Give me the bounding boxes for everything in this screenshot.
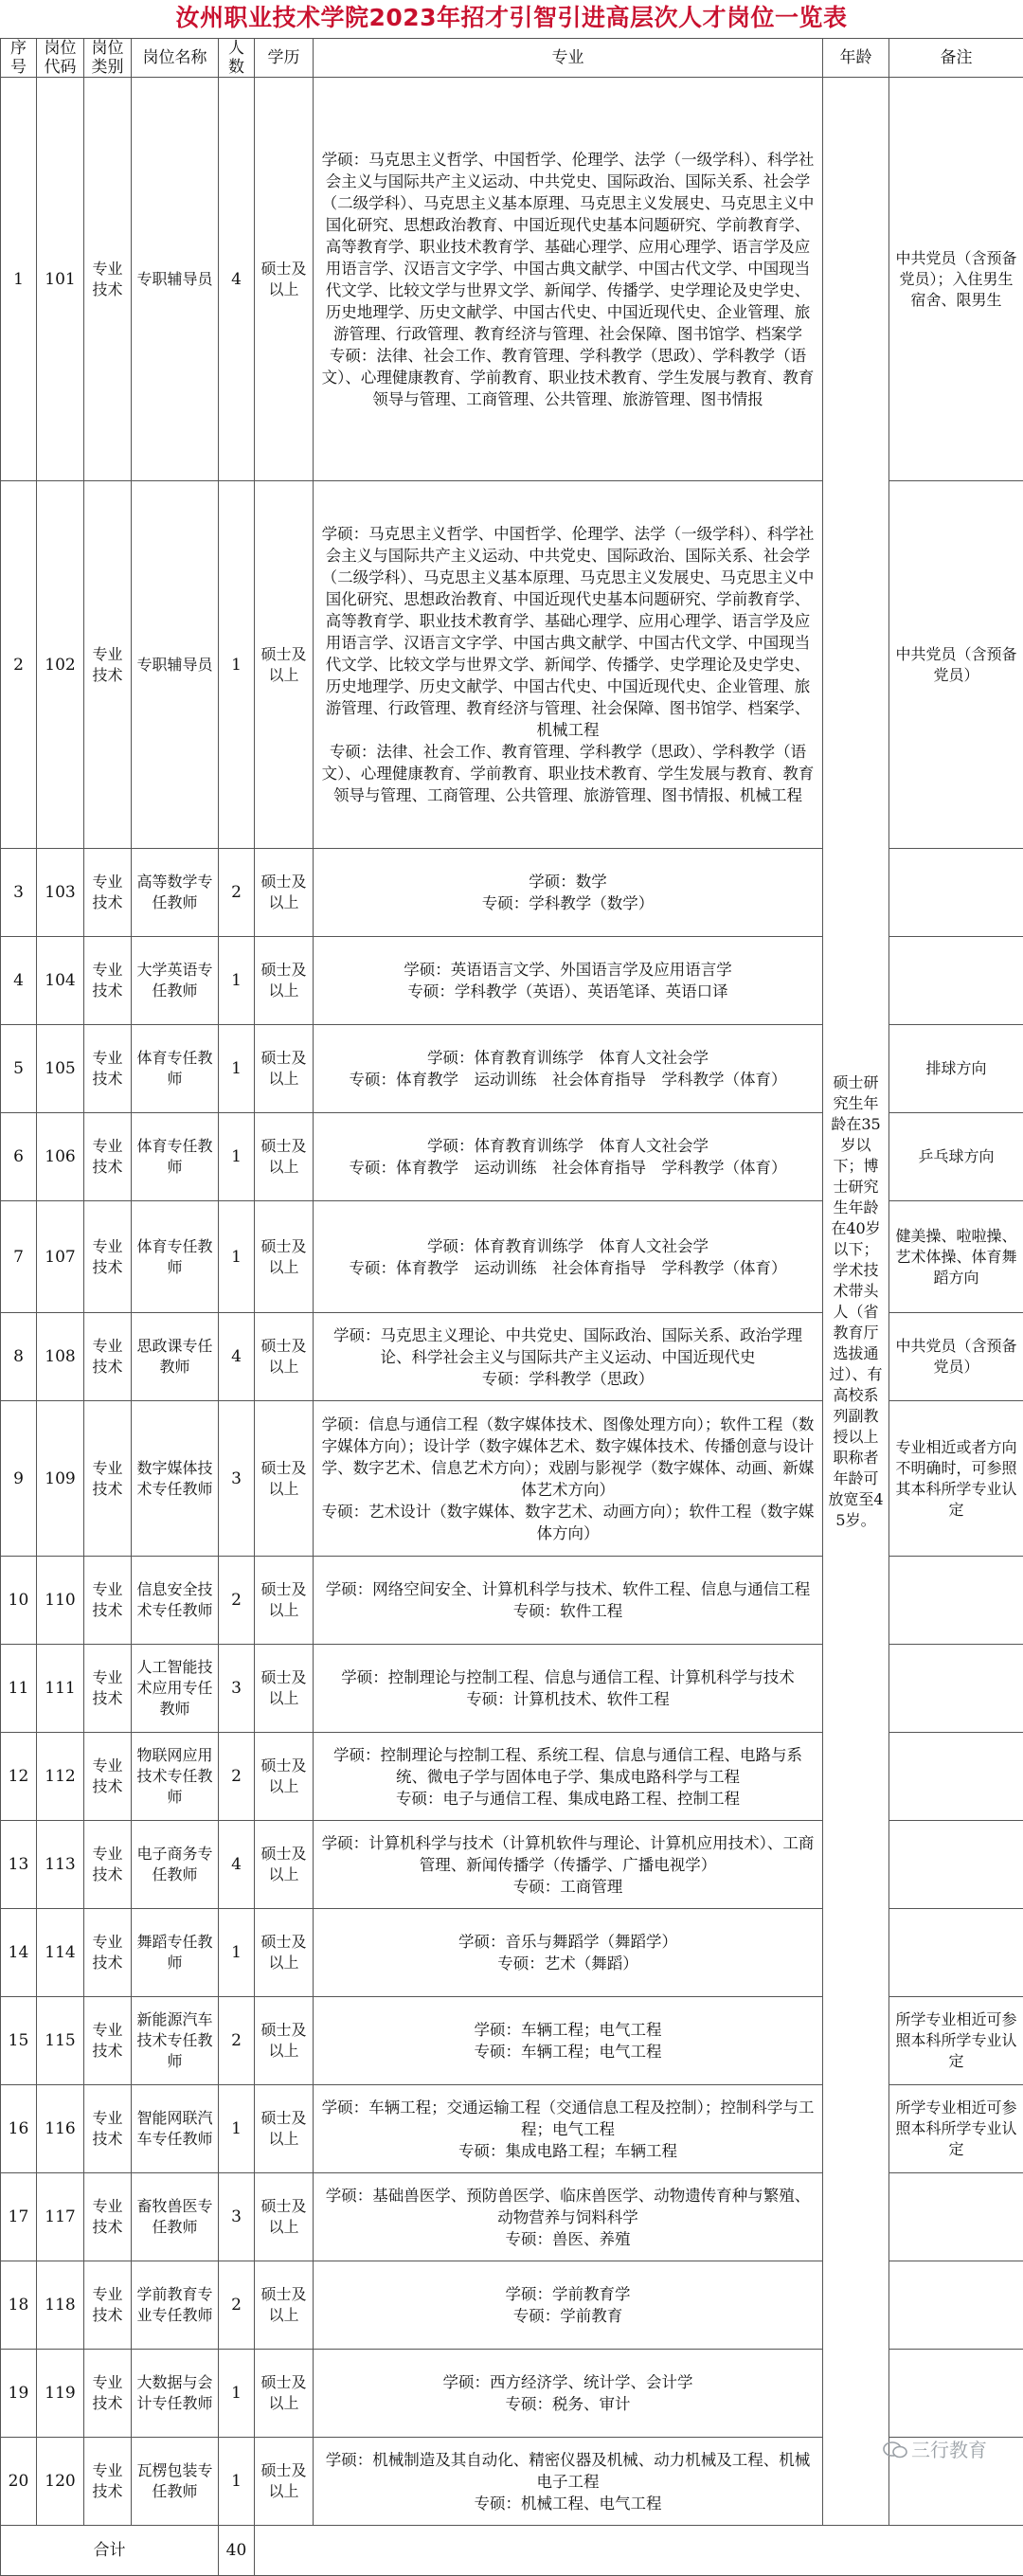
cell-count: 3 [219, 2173, 255, 2261]
cell-no: 9 [1, 1401, 37, 1557]
cell-major: 学硕：信息与通信工程（数字媒体技术、图像处理方向）；软件工程（数字媒体方向）；设计学（数字媒体艺术、数字媒体技术、传播创意与设计学、数字艺术、信息艺术方向）；戏剧与影视学（数字媒体、动画、新媒体艺术方向） 专硕：艺术设计（数字媒体、数字艺术、动画方向）；软件工程（数字媒体方向） [314, 1401, 823, 1557]
cell-no: 16 [1, 2085, 37, 2173]
cell-education: 硕士及以上 [255, 2438, 314, 2526]
cell-remark: 所学专业相近可参照本科所学专业认定 [889, 1997, 1023, 2085]
cell-category: 专业技术 [84, 1557, 132, 1645]
cell-education: 硕士及以上 [255, 481, 314, 849]
cell-name: 大数据与会计专任教师 [132, 2350, 219, 2438]
cell-code: 119 [37, 2350, 84, 2438]
cell-age: 硕士研究生年龄在35岁以下；博士研究生年龄在40岁以下；学术技术带头人（省教育厅选拔通过）、有高校系列副教授以上职称者年龄可放宽至45岁。 [823, 78, 889, 2526]
cell-code: 120 [37, 2438, 84, 2526]
cell-category: 专业技术 [84, 1201, 132, 1313]
cell-category: 专业技术 [84, 1733, 132, 1821]
cell-count: 4 [219, 1313, 255, 1401]
cell-education: 硕士及以上 [255, 849, 314, 937]
cell-code: 102 [37, 481, 84, 849]
cell-remark [889, 2261, 1023, 2350]
cell-education: 硕士及以上 [255, 1821, 314, 1909]
cell-code: 116 [37, 2085, 84, 2173]
cell-category: 专业技术 [84, 2350, 132, 2438]
cell-remark: 排球方向 [889, 1025, 1023, 1113]
positions-table [0, 38, 1023, 2576]
cell-major: 学硕：英语语言文学、外国语言学及应用语言学 专硕：学科教学（英语）、英语笔译、英语口译 [314, 937, 823, 1025]
watermark-text: 三行教育 [911, 2439, 987, 2461]
watermark [883, 2435, 987, 2462]
cell-no: 2 [1, 481, 37, 849]
cell-category: 专业技术 [84, 1313, 132, 1401]
cell-name: 畜牧兽医专任教师 [132, 2173, 219, 2261]
cell-category: 专业技术 [84, 1997, 132, 2085]
cell-code: 106 [37, 1113, 84, 1201]
cell-name: 高等数学专任教师 [132, 849, 219, 937]
cell-education: 硕士及以上 [255, 2261, 314, 2350]
cell-count: 1 [219, 1113, 255, 1201]
cell-name: 学前教育专业专任教师 [132, 2261, 219, 2350]
cell-count: 2 [219, 1997, 255, 2085]
cell-remark [889, 1821, 1023, 1909]
cell-education: 硕士及以上 [255, 2085, 314, 2173]
cell-remark [889, 1733, 1023, 1821]
cell-category: 专业技术 [84, 2261, 132, 2350]
cell-no: 7 [1, 1201, 37, 1313]
cell-major: 学硕：计算机科学与技术（计算机软件与理论、计算机应用技术）、工商管理、新闻传播学（传播学、广播电视学） 专硕：工商管理 [314, 1821, 823, 1909]
cell-count: 2 [219, 1733, 255, 1821]
cell-no: 8 [1, 1313, 37, 1401]
cell-count: 1 [219, 1201, 255, 1313]
cell-code: 108 [37, 1313, 84, 1401]
table-header-row [1, 39, 1023, 78]
cell-name: 物联网应用技术专任教师 [132, 1733, 219, 1821]
cell-remark [889, 849, 1023, 937]
cell-code: 111 [37, 1645, 84, 1733]
cell-education: 硕士及以上 [255, 2350, 314, 2438]
cell-no: 12 [1, 1733, 37, 1821]
header-no: 序号 [1, 39, 37, 78]
cell-no: 11 [1, 1645, 37, 1733]
cell-major: 学硕：车辆工程；交通运输工程（交通信息工程及控制）；控制科学与工程；电气工程 专硕：集成电路工程；车辆工程 [314, 2085, 823, 2173]
cell-count: 1 [219, 2085, 255, 2173]
cell-category: 专业技术 [84, 1645, 132, 1733]
header-education: 学历 [255, 39, 314, 78]
cell-count: 1 [219, 2438, 255, 2526]
cell-count: 2 [219, 849, 255, 937]
header-count: 人数 [219, 39, 255, 78]
cell-no: 13 [1, 1821, 37, 1909]
cell-category: 专业技术 [84, 1025, 132, 1113]
cell-remark: 中共党员（含预备党员） [889, 481, 1023, 849]
header-major: 专业 [314, 39, 823, 78]
cell-no: 4 [1, 937, 37, 1025]
cell-major: 学硕：基础兽医学、预防兽医学、临床兽医学、动物遗传育种与繁殖、动物营养与饲料科学 专硕：兽医、养殖 [314, 2173, 823, 2261]
cell-education: 硕士及以上 [255, 1733, 314, 1821]
cell-education: 硕士及以上 [255, 78, 314, 481]
cell-major: 学硕：车辆工程；电气工程 专硕：车辆工程；电气工程 [314, 1997, 823, 2085]
cell-remark [889, 2350, 1023, 2438]
cell-category: 专业技术 [84, 481, 132, 849]
cell-remark: 所学专业相近可参照本科所学专业认定 [889, 2085, 1023, 2173]
header-category: 岗位类别 [84, 39, 132, 78]
cell-major: 学硕：音乐与舞蹈学（舞蹈学） 专硕：艺术（舞蹈） [314, 1909, 823, 1997]
cell-count: 2 [219, 2261, 255, 2350]
cell-remark: 乒乓球方向 [889, 1113, 1023, 1201]
cell-remark [889, 1557, 1023, 1645]
cell-major: 学硕：体育教育训练学 体育人文社会学 专硕：体育教学 运动训练 社会体育指导 学科教学（体育） [314, 1113, 823, 1201]
cell-category: 专业技术 [84, 1909, 132, 1997]
total-row [1, 2526, 1023, 2576]
cell-name: 专职辅导员 [132, 78, 219, 481]
cell-no: 3 [1, 849, 37, 937]
cell-remark: 中共党员（含预备党员）；入住男生宿舍、限男生 [889, 78, 1023, 481]
cell-name: 体育专任教师 [132, 1025, 219, 1113]
cell-major: 学硕：体育教育训练学 体育人文社会学 专硕：体育教学 运动训练 社会体育指导 学科教学（体育） [314, 1025, 823, 1113]
cell-category: 专业技术 [84, 1113, 132, 1201]
cell-remark: 专业相近或者方向不明确时，可参照其本科所学专业认定 [889, 1401, 1023, 1557]
table-row [1, 78, 1023, 481]
cell-major: 学硕：机械制造及其自动化、精密仪器及机械、动力机械及工程、机械电子工程 专硕：机械工程、电气工程 [314, 2438, 823, 2526]
cell-code: 109 [37, 1401, 84, 1557]
cell-count: 4 [219, 1821, 255, 1909]
total-count: 40 [219, 2526, 255, 2576]
cell-name: 思政课专任教师 [132, 1313, 219, 1401]
cell-code: 110 [37, 1557, 84, 1645]
cell-name: 专职辅导员 [132, 481, 219, 849]
cell-education: 硕士及以上 [255, 1401, 314, 1557]
cell-no: 20 [1, 2438, 37, 2526]
cell-count: 4 [219, 78, 255, 481]
cell-name: 体育专任教师 [132, 1201, 219, 1313]
page-title: 汝州职业技术学院2023年招才引智引进高层次人才岗位一览表 [0, 0, 1023, 36]
cell-major: 学硕：控制理论与控制工程、信息与通信工程、计算机科学与技术 专硕：计算机技术、软件工程 [314, 1645, 823, 1733]
cell-name: 信息安全技术专任教师 [132, 1557, 219, 1645]
cell-major: 学硕：学前教育学 专硕：学前教育 [314, 2261, 823, 2350]
cell-education: 硕士及以上 [255, 937, 314, 1025]
cell-count: 3 [219, 1645, 255, 1733]
cell-education: 硕士及以上 [255, 1909, 314, 1997]
cell-name: 新能源汽车技术专任教师 [132, 1997, 219, 2085]
cell-code: 115 [37, 1997, 84, 2085]
cell-major: 学硕：西方经济学、统计学、会计学 专硕：税务、审计 [314, 2350, 823, 2438]
cell-education: 硕士及以上 [255, 1313, 314, 1401]
cell-category: 专业技术 [84, 78, 132, 481]
cell-remark: 健美操、啦啦操、艺术体操、体育舞蹈方向 [889, 1201, 1023, 1313]
cell-no: 18 [1, 2261, 37, 2350]
cell-category: 专业技术 [84, 2085, 132, 2173]
header-code: 岗位代码 [37, 39, 84, 78]
cell-count: 1 [219, 481, 255, 849]
cell-category: 专业技术 [84, 2173, 132, 2261]
cell-remark: 中共党员（含预备党员） [889, 1313, 1023, 1401]
cell-code: 107 [37, 1201, 84, 1313]
cell-code: 118 [37, 2261, 84, 2350]
total-blank [255, 2526, 1023, 2576]
cell-count: 1 [219, 937, 255, 1025]
cell-code: 112 [37, 1733, 84, 1821]
cell-remark [889, 1645, 1023, 1733]
cell-count: 1 [219, 1025, 255, 1113]
cell-education: 硕士及以上 [255, 1997, 314, 2085]
cell-category: 专业技术 [84, 849, 132, 937]
cell-count: 2 [219, 1557, 255, 1645]
cell-major: 学硕：数学 专硕：学科教学（数学） [314, 849, 823, 937]
cell-category: 专业技术 [84, 1401, 132, 1557]
cell-no: 14 [1, 1909, 37, 1997]
cell-count: 3 [219, 1401, 255, 1557]
chat-bubble-icon [883, 2441, 907, 2459]
cell-code: 113 [37, 1821, 84, 1909]
cell-name: 瓦楞包装专任教师 [132, 2438, 219, 2526]
cell-no: 10 [1, 1557, 37, 1645]
cell-count: 1 [219, 1909, 255, 1997]
cell-no: 5 [1, 1025, 37, 1113]
cell-code: 114 [37, 1909, 84, 1997]
cell-category: 专业技术 [84, 2438, 132, 2526]
cell-no: 6 [1, 1113, 37, 1201]
cell-major: 学硕：马克思主义理论、中共党史、国际政治、国际关系、政治学理论、科学社会主义与国际共产主义运动、中国近现代史 专硕：学科教学（思政） [314, 1313, 823, 1401]
cell-education: 硕士及以上 [255, 2173, 314, 2261]
header-name: 岗位名称 [132, 39, 219, 78]
cell-code: 103 [37, 849, 84, 937]
cell-count: 1 [219, 2350, 255, 2438]
cell-major: 学硕：控制理论与控制工程、系统工程、信息与通信工程、电路与系统、微电子学与固体电子学、集成电路科学与工程 专硕：电子与通信工程、集成电路工程、控制工程 [314, 1733, 823, 1821]
cell-no: 15 [1, 1997, 37, 2085]
cell-education: 硕士及以上 [255, 1557, 314, 1645]
cell-name: 体育专任教师 [132, 1113, 219, 1201]
cell-code: 105 [37, 1025, 84, 1113]
header-age: 年龄 [823, 39, 889, 78]
cell-name: 智能网联汽车专任教师 [132, 2085, 219, 2173]
cell-name: 舞蹈专任教师 [132, 1909, 219, 1997]
cell-no: 19 [1, 2350, 37, 2438]
cell-name: 电子商务专任教师 [132, 1821, 219, 1909]
total-label: 合计 [1, 2526, 219, 2576]
cell-major: 学硕：马克思主义哲学、中国哲学、伦理学、法学（一级学科）、科学社会主义与国际共产主义运动、中共党史、国际政治、国际关系、社会学（二级学科）、马克思主义基本原理、马克思主义发展史、马克思主义中国化研究、思想政治教育、中国近现代史基本问题研究、学前教育学、高等教育学、职业技术教育学、基础心理学、应用心理学、语言学及应用语言学、汉语言文字学、中国古典文献学、中国古代文学、中国现当代文学、比较文学与世界文学、新闻学、传播学、史学理论及史学史、历史地理学、历史文献学、中国古代史、中国近现代史、企业管理、旅游管理、行政管理、教育经济与管理、社会保障、图书馆学、档案学、机械工程 专硕：法律、社会工作、教育管理、学科教学（思政）、学科教学（语文）、心理健康教育、学前教育、职业技术教育、学生发展与教育、教育领导与管理、工商管理、公共管理、旅游管理、图书情报、机械工程 [314, 481, 823, 849]
cell-remark [889, 1909, 1023, 1997]
header-remark: 备注 [889, 39, 1023, 78]
cell-code: 104 [37, 937, 84, 1025]
cell-code: 117 [37, 2173, 84, 2261]
cell-no: 17 [1, 2173, 37, 2261]
cell-code: 101 [37, 78, 84, 481]
cell-education: 硕士及以上 [255, 1025, 314, 1113]
cell-education: 硕士及以上 [255, 1201, 314, 1313]
cell-education: 硕士及以上 [255, 1645, 314, 1733]
cell-category: 专业技术 [84, 1821, 132, 1909]
cell-education: 硕士及以上 [255, 1113, 314, 1201]
cell-no: 1 [1, 78, 37, 481]
cell-name: 数字媒体技术专任教师 [132, 1401, 219, 1557]
cell-major: 学硕：体育教育训练学 体育人文社会学 专硕：体育教学 运动训练 社会体育指导 学科教学（体育） [314, 1201, 823, 1313]
cell-remark [889, 937, 1023, 1025]
cell-name: 人工智能技术应用专任教师 [132, 1645, 219, 1733]
cell-major: 学硕：网络空间安全、计算机科学与技术、软件工程、信息与通信工程 专硕：软件工程 [314, 1557, 823, 1645]
cell-category: 专业技术 [84, 937, 132, 1025]
cell-name: 大学英语专任教师 [132, 937, 219, 1025]
cell-major: 学硕：马克思主义哲学、中国哲学、伦理学、法学（一级学科）、科学社会主义与国际共产主义运动、中共党史、国际政治、国际关系、社会学（二级学科）、马克思主义基本原理、马克思主义发展史、马克思主义中国化研究、思想政治教育、中国近现代史基本问题研究、学前教育学、高等教育学、职业技术教育学、基础心理学、应用心理学、语言学及应用语言学、汉语言文字学、中国古典文献学、中国古代文学、中国现当代文学、比较文学与世界文学、新闻学、传播学、史学理论及史学史、历史地理学、历史文献学、中国古代史、中国近现代史、企业管理、旅游管理、行政管理、教育经济与管理、社会保障、图书馆学、档案学 专硕：法律、社会工作、教育管理、学科教学（思政）、学科教学（语文）、心理健康教育、学前教育、职业技术教育、学生发展与教育、教育领导与管理、工商管理、公共管理、旅游管理、图书情报 [314, 78, 823, 481]
cell-remark [889, 2173, 1023, 2261]
